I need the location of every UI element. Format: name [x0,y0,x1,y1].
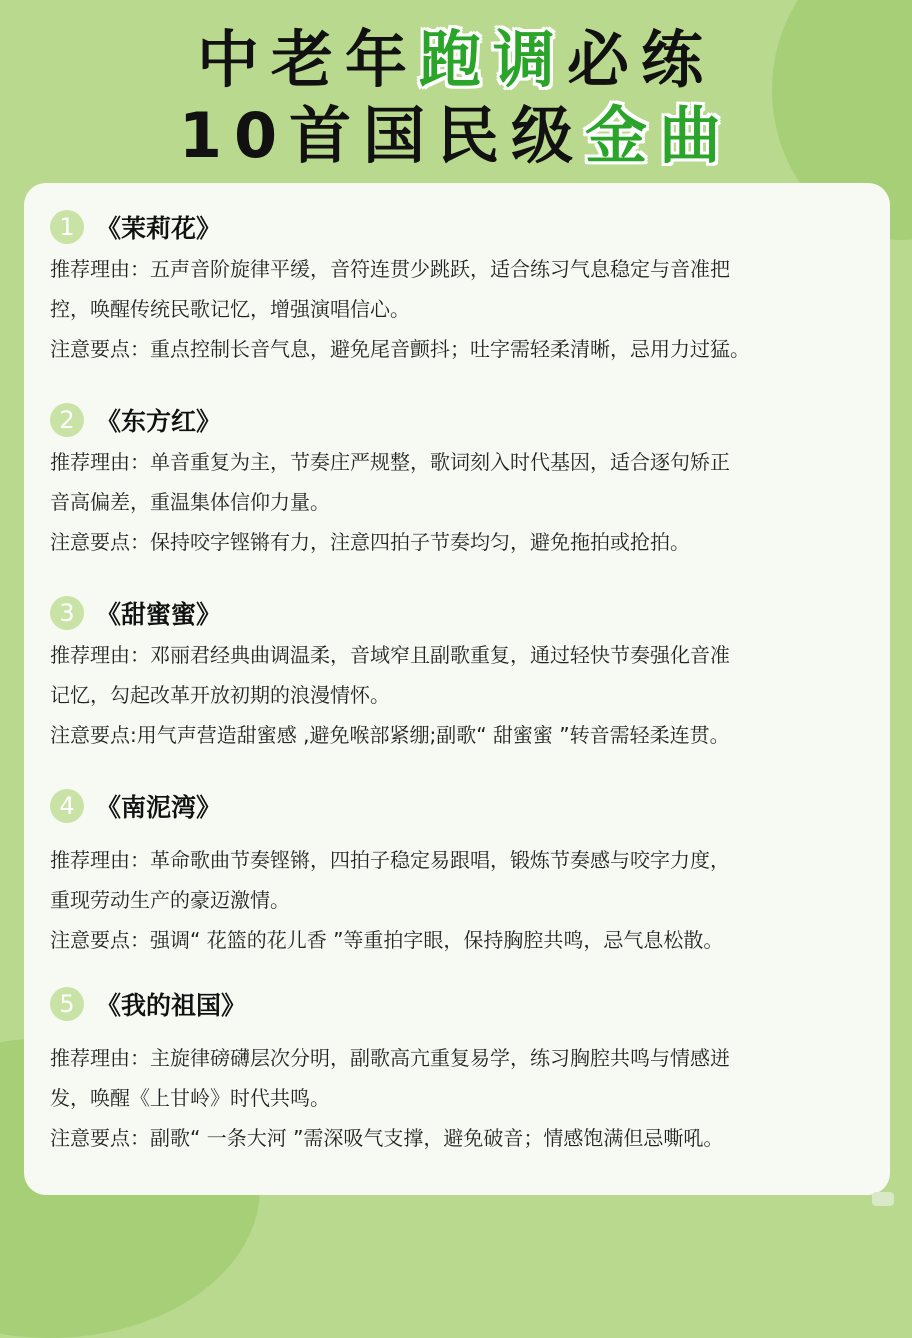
song-item [50,205,880,369]
number-badge: 4 [50,789,84,823]
song-title: 《南泥湾》 [96,793,222,822]
song-title: 《茉莉花》 [96,214,222,243]
reason-line: 发，唤醒《上甘岭》时代共鸣。 [50,1086,330,1110]
song-list-card [24,183,890,1195]
number-badge: 3 [50,596,84,630]
title-text: 10首国民级 [178,99,586,172]
number-badge: 5 [50,987,84,1021]
song-item [50,784,880,960]
number-badge: 1 [50,210,84,244]
page-title [0,22,912,174]
song-title: 《我的祖国》 [96,991,247,1020]
title-highlight: 跑调 [418,23,567,96]
tip-text: 注意要点：强调“ 花篮的花儿香 ”等重拍字眼，保持胸腔共鸣，忌气息松散。 [50,928,724,952]
song-title: 《东方红》 [96,407,222,436]
title-highlight: 金曲 [585,99,734,172]
number-badge: 2 [50,403,84,437]
title-line-1 [0,22,912,98]
song-item [50,982,880,1158]
song-item [50,591,880,755]
tip-text: 注意要点：副歌“ 一条大河 ”需深吸气支撑，避免破音；情感饱满但忌嘶吼。 [50,1126,724,1150]
song-item [50,398,880,562]
title-text: 必练 [567,23,716,96]
tip-text: 注意要点：重点控制长音气息，避免尾音颤抖；吐字需轻柔清晰，忌用力过猛。 [50,337,750,361]
reason-line: 推荐理由：单音重复为主，节奏庄严规整，歌词刻入时代基因，适合逐句矫正 [50,450,730,474]
reason-line: 音高偏差，重温集体信仰力量。 [50,490,330,514]
reason-line: 记忆，勾起改革开放初期的浪漫情怀。 [50,683,390,707]
tip-text: 注意要点:用气声营造甜蜜感 ,避免喉部紧绷;副歌“ 甜蜜蜜 ”转音需轻柔连贯。 [50,723,730,747]
reason-line: 推荐理由：主旋律磅礴层次分明，副歌高亢重复易学，练习胸腔共鸣与情感迸 [50,1046,730,1070]
title-text: 中老年 [196,23,419,96]
title-line-2 [0,98,912,174]
song-title: 《甜蜜蜜》 [96,600,222,629]
tip-text: 注意要点：保持咬字铿锵有力，注意四拍子节奏均匀，避免拖拍或抢拍。 [50,530,690,554]
watermark-badge [872,1192,894,1206]
reason-line: 重现劳动生产的豪迈激情。 [50,888,290,912]
reason-line: 推荐理由：五声音阶旋律平缓，音符连贯少跳跃，适合练习气息稳定与音准把 [50,257,730,281]
reason-line: 推荐理由：革命歌曲节奏铿锵，四拍子稳定易跟唱，锻炼节奏感与咬字力度， [50,848,730,872]
reason-line: 控，唤醒传统民歌记忆，增强演唱信心。 [50,297,410,321]
reason-line: 推荐理由：邓丽君经典曲调温柔，音域窄且副歌重复，通过轻快节奏强化音准 [50,643,730,667]
